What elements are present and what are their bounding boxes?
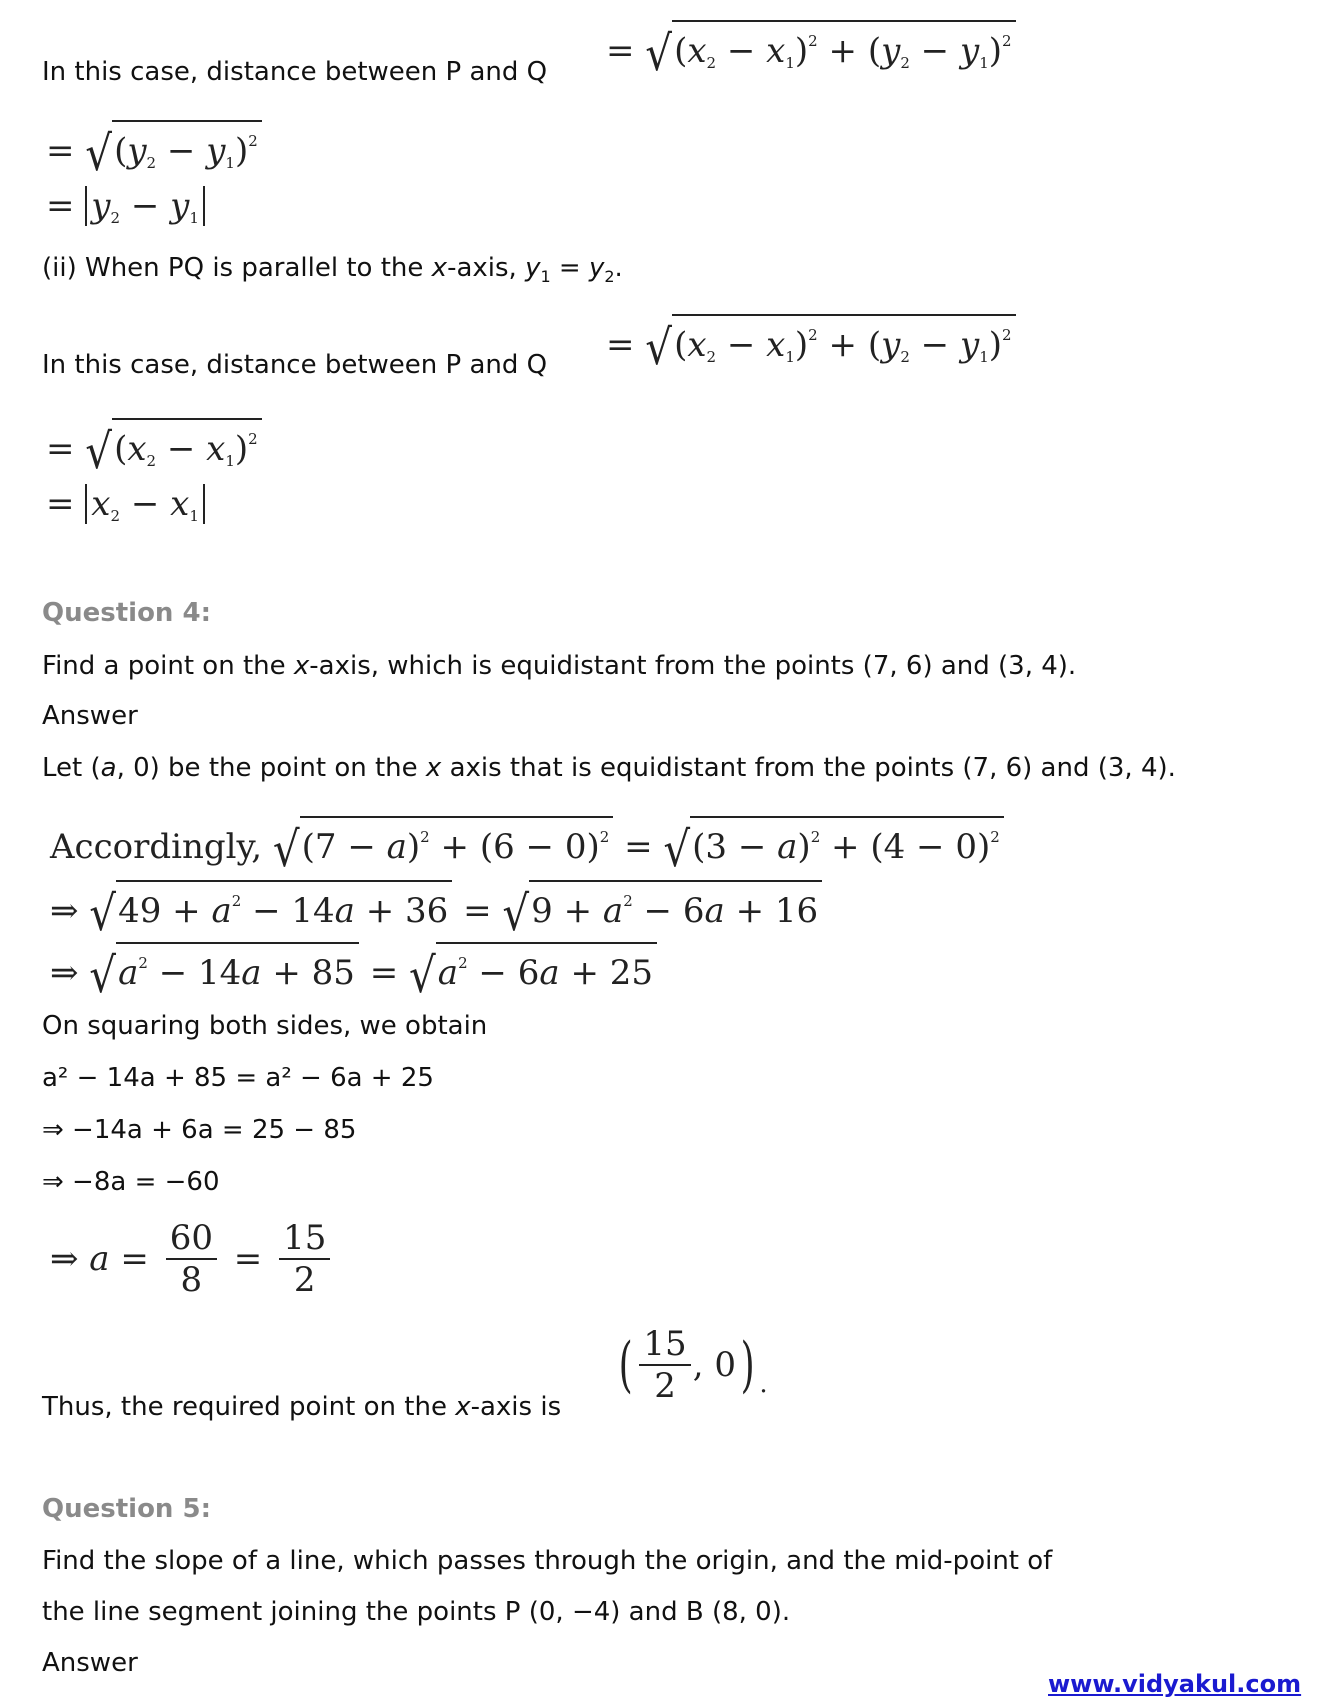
equation-step: ⇒ $√a^2 - 14a + 85 = √a^2 - 6a + 25$ xyxy=(50,942,657,996)
equation-step: = $x_2 - x_1$ xyxy=(46,484,205,536)
distance-formula: = $√(x_2 - x_1)^2 + (y_2 - y_1)^2$ xyxy=(606,20,1016,82)
question-text: Find a point on the x-axis, which is equidistant from the points (7, 6) and (3, 4). xyxy=(42,651,1077,681)
text-line: Let (a, 0) be the point on the x axis that is equidistant from the points (7, 6) and (3, 4). xyxy=(42,753,1176,783)
distance-formula: = $√(x_2 - x_1)^2 + (y_2 - y_1)^2$ xyxy=(606,314,1016,376)
question-text: the line segment joining the points P (0, −4) and B (8, 0). xyxy=(42,1597,791,1627)
equation-step: = $√(x_2 - x_1)^2$ xyxy=(46,418,262,480)
equation-step: ⇒ a = $\frac{60}{8}$ = $\frac{15}{2}$ xyxy=(50,1218,336,1300)
footer-link[interactable]: www.vidyakul.com xyxy=(1048,1670,1302,1698)
question-heading: Question 5: xyxy=(42,1494,211,1524)
text-line: Thus, the required point on the x-axis is xyxy=(42,1392,562,1422)
equation-step: = $√(y_2 - y_1)^2$ xyxy=(46,120,262,182)
text-line: In this case, distance between P and Q xyxy=(42,350,548,380)
text-line: In this case, distance between P and Q xyxy=(42,57,548,87)
equation-step: a² − 14a + 85 = a² − 6a + 25 xyxy=(42,1063,434,1093)
equation-step: ⇒ −14a + 6a = 25 − 85 xyxy=(42,1115,357,1145)
question-heading: Question 4: xyxy=(42,598,211,628)
text-line: (ii) When PQ is parallel to the x-axis, $y_1 = y_2$. xyxy=(42,253,623,287)
answer-label: Answer xyxy=(42,1648,138,1678)
text-line: On squaring both sides, we obtain xyxy=(42,1011,488,1041)
answer-label: Answer xyxy=(42,701,138,731)
answer-point: ( $\frac{15}{2}$ , 0) $_.$ xyxy=(618,1324,768,1406)
equation-step: Accordingly, $√(7 - a)^2 + (6 - 0)^2 = √(3 - a)^2 + (4 - 0)^2$ xyxy=(50,816,1004,870)
equation-step: ⇒ $√49 + a^2 - 14a + 36 = √9 + a^2 - 6a + 16$ xyxy=(50,880,822,934)
equation-step: ⇒ −8a = −60 xyxy=(42,1167,220,1197)
question-text: Find the slope of a line, which passes through the origin, and the mid-point of xyxy=(42,1546,1053,1576)
equation-step: = $y_2 - y_1$ xyxy=(46,186,205,238)
